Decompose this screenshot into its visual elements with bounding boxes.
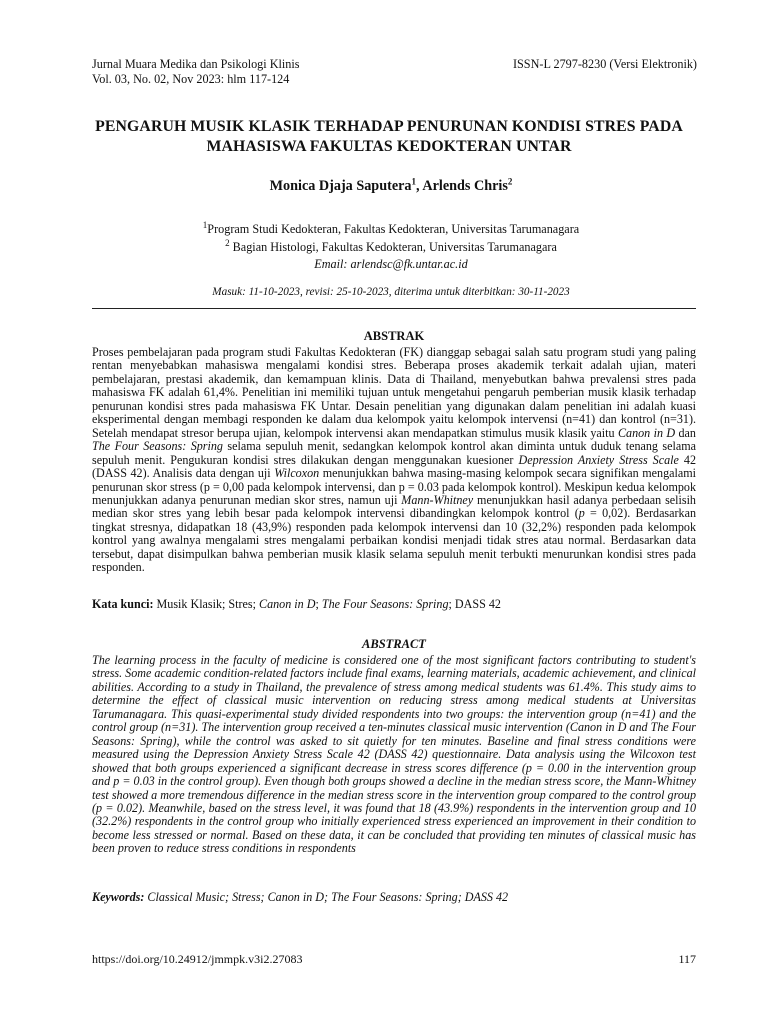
author-affiliation-mark: 2 [507, 176, 513, 187]
abstract-body: The learning process in the faculty of medicine is considered one of the most significant factors contributing to student's stress. Some academic condition-related factors include final exams, learning materials, academic achievement, and clinical abilities. According to a study in Thailand, the prevalence of stress among medical students was 61.4%. This study aims to determine the effect of classical music intervention on reducing stress among medical students at Universitas Tarumanagara. This quasi-experimental study divided respondents into two groups: the intervention group (n=41) and the control group (n=31). The intervention group received a ten-minutes classical music intervention (Canon in D and The Four Seasons: Spring), while the control was asked to sit quietly for ten minutes. Baseline and final stress conditions were measured using the Depression Anxiety Stress Scale 42 (DASS 42) questionnaire. Data analysis using the Wilcoxon test showed that both groups experienced a significant decrease in stress scores difference (p = 0.00 in the intervention group and p = 0.03 in the control group). Even though both groups showed a decline in the median stress score, the Mann-Whitney test showed a more tremendous difference in the median stress score in the intervention group compared to the control group (p = 0.02). Meanwhile, based on the stress level, it was found that 18 (43.9%) respondents in the intervention group and 10 (32.2%) respondents in the control group who initially experienced stress experienced an improvement in their condition to become less stressed or normal. Based on these data, it can be concluded that providing ten minutes of classical music has been proven to reduce stress conditions in respondents [92, 653, 696, 856]
author-line [0, 178, 768, 195]
keyword-italic: The Four Seasons: Spring [321, 597, 449, 611]
abstrak-italic-text: Mann-Whitney [401, 492, 474, 507]
paper-title: PENGARUH MUSIK KLASIK TERHADAP PENURUNAN KONDISI STRES PADA MAHASISWA FAKULTAS KEDOKTERAN UNTAR [95, 118, 683, 155]
abstrak-italic-text: p [578, 506, 585, 521]
affiliations [0, 221, 768, 274]
issn: ISSN-L 2797-8230 (Versi Elektronik) [512, 57, 697, 71]
journal-name: Jurnal Muara Medika dan Psikologi Klinis [92, 57, 300, 71]
kata-kunci-label: Kata kunci: [92, 597, 154, 611]
author-affiliation-mark: 1 [411, 176, 417, 187]
abstrak-text: 42 (DASS 42). Analisis data dengan uji [92, 452, 696, 481]
keyword-italic: Canon in D [259, 597, 316, 611]
author-separator: , [416, 178, 423, 194]
author-name: Arlends Chris [422, 178, 508, 194]
abstrak-text: dan [675, 425, 696, 440]
journal-volume: Vol. 03, No. 02, Nov 2023: hlm 117-124 [92, 71, 290, 86]
abstrak-text: menunjukkan hasil adanya perbedaan selisih median skor stres yang lebih besar pada kelompok intervensi dibandingkan kelompok kontrol ( [92, 492, 696, 521]
abstract-heading: ABSTRACT [362, 637, 426, 651]
submission-dates: Masuk: 11-10-2023, revisi: 25-10-2023, diterima untuk diterbitkan: 30-11-2023 [212, 286, 570, 298]
keywords-label: Keywords: [92, 890, 145, 904]
running-header-left [92, 57, 300, 86]
abstrak-body [92, 346, 696, 575]
keyword-text: ; DASS 42 [448, 597, 501, 611]
abstrak-text: menunjukkan bahwa masing-masing kelompok secara signifikan mengalami penurunan skor stress (p = 0,00 pada kelompok intervensi, dan p = 0.03 pada kelompok kontrol). Meskipun kedua kelompok menunjukkan adanya penurunan median skor stres, namun uji [92, 466, 696, 507]
affiliation-2 [0, 239, 768, 257]
affiliation-text: Program Studi Kedokteran, Fakultas Kedokteran, Universitas Tarumanagara [207, 222, 580, 236]
abstrak-text: = 0,02). Berdasarkan tingkat stresnya, didapatkan 18 (43,9%) responden pada kelompok intervensi dan 10 (32,2%) responden pada kelompok kontrol yang awalnya mengalami stres mengalami perbaikan kondisi menjadi tidak stres atau normal. Berdasarkan data tersebut, dapat disimpulkan bahwa pemberian musik klasik selama sepuluh menit terbukti menurunkan kondisi stres pada responden. [92, 506, 696, 575]
keywords-text: Classical Music; Stress; Canon in D; The Four Seasons: Spring; DASS 42 [144, 890, 509, 904]
affiliation-1 [0, 221, 768, 239]
abstrak-text: selama sepuluh menit, sedangkan kelompok kontrol akan diminta untuk duduk tenang selama sepuluh menit. Pengukuran kondisi stres dilakukan dengan menggunakan kuesioner [92, 439, 696, 467]
abstrak-italic-text: Canon in D [617, 425, 676, 440]
page-number: 117 [678, 952, 696, 966]
keyword-text: Musik Klasik; Stres; [153, 597, 259, 611]
abstrak-heading: ABSTRAK [363, 329, 425, 343]
abstrak-italic-text: Depression Anxiety Stress Scale [518, 452, 679, 467]
affiliation-text: Bagian Histologi, Fakultas Kedokteran, Universitas Tarumanagara [229, 239, 557, 254]
corresponding-email: Email: arlendsc@fk.untar.ac.id [314, 257, 468, 271]
abstrak-italic-text: The Four Seasons: Spring [92, 439, 223, 454]
header-divider [92, 308, 696, 309]
keyword-text: ; [315, 597, 322, 611]
keywords [92, 890, 696, 905]
affiliation-mark: 2 [225, 237, 230, 248]
affiliation-mark: 1 [202, 219, 208, 230]
abstrak-italic-text: Wilcoxon [274, 466, 320, 481]
abstrak-text: Proses pembelajaran pada program studi Fakultas Kedokteran (FK) dianggap sebagai salah satu program studi yang paling rentan menyebabkan mahasiswa mengalami kondisi stres. Beberapa proses akademik terkait adalah ujian, materi pembelajaran, prestasi akademik, dan kemampuan klinis. Data di Thailand, menyebutkan bahwa prevalensi stres pada mahasiswa FK adalah 61,4%. Penelitian ini memiliki tujuan untuk mengetahui pengaruh pemberian musik klasik terhadap penurunan kondisi stres pada mahasiswa FK Untar. Desain penelitian yang digunakan dalam penelitian ini adalah kuasi eksperimental dengan membagi responden ke dalam dua kelompok yaitu kelompok intervensi (n=41) dan kontrol (n=31). Setelah mendapat stresor berupa ujian, kelompok intervensi akan mendapatkan stimulus musik klasik yaitu [92, 345, 696, 440]
author-name: Monica Djaja Saputera [269, 178, 412, 194]
doi-link[interactable]: https://doi.org/10.24912/jmmpk.v3i2.27083 [92, 952, 303, 966]
kata-kunci [92, 597, 696, 612]
